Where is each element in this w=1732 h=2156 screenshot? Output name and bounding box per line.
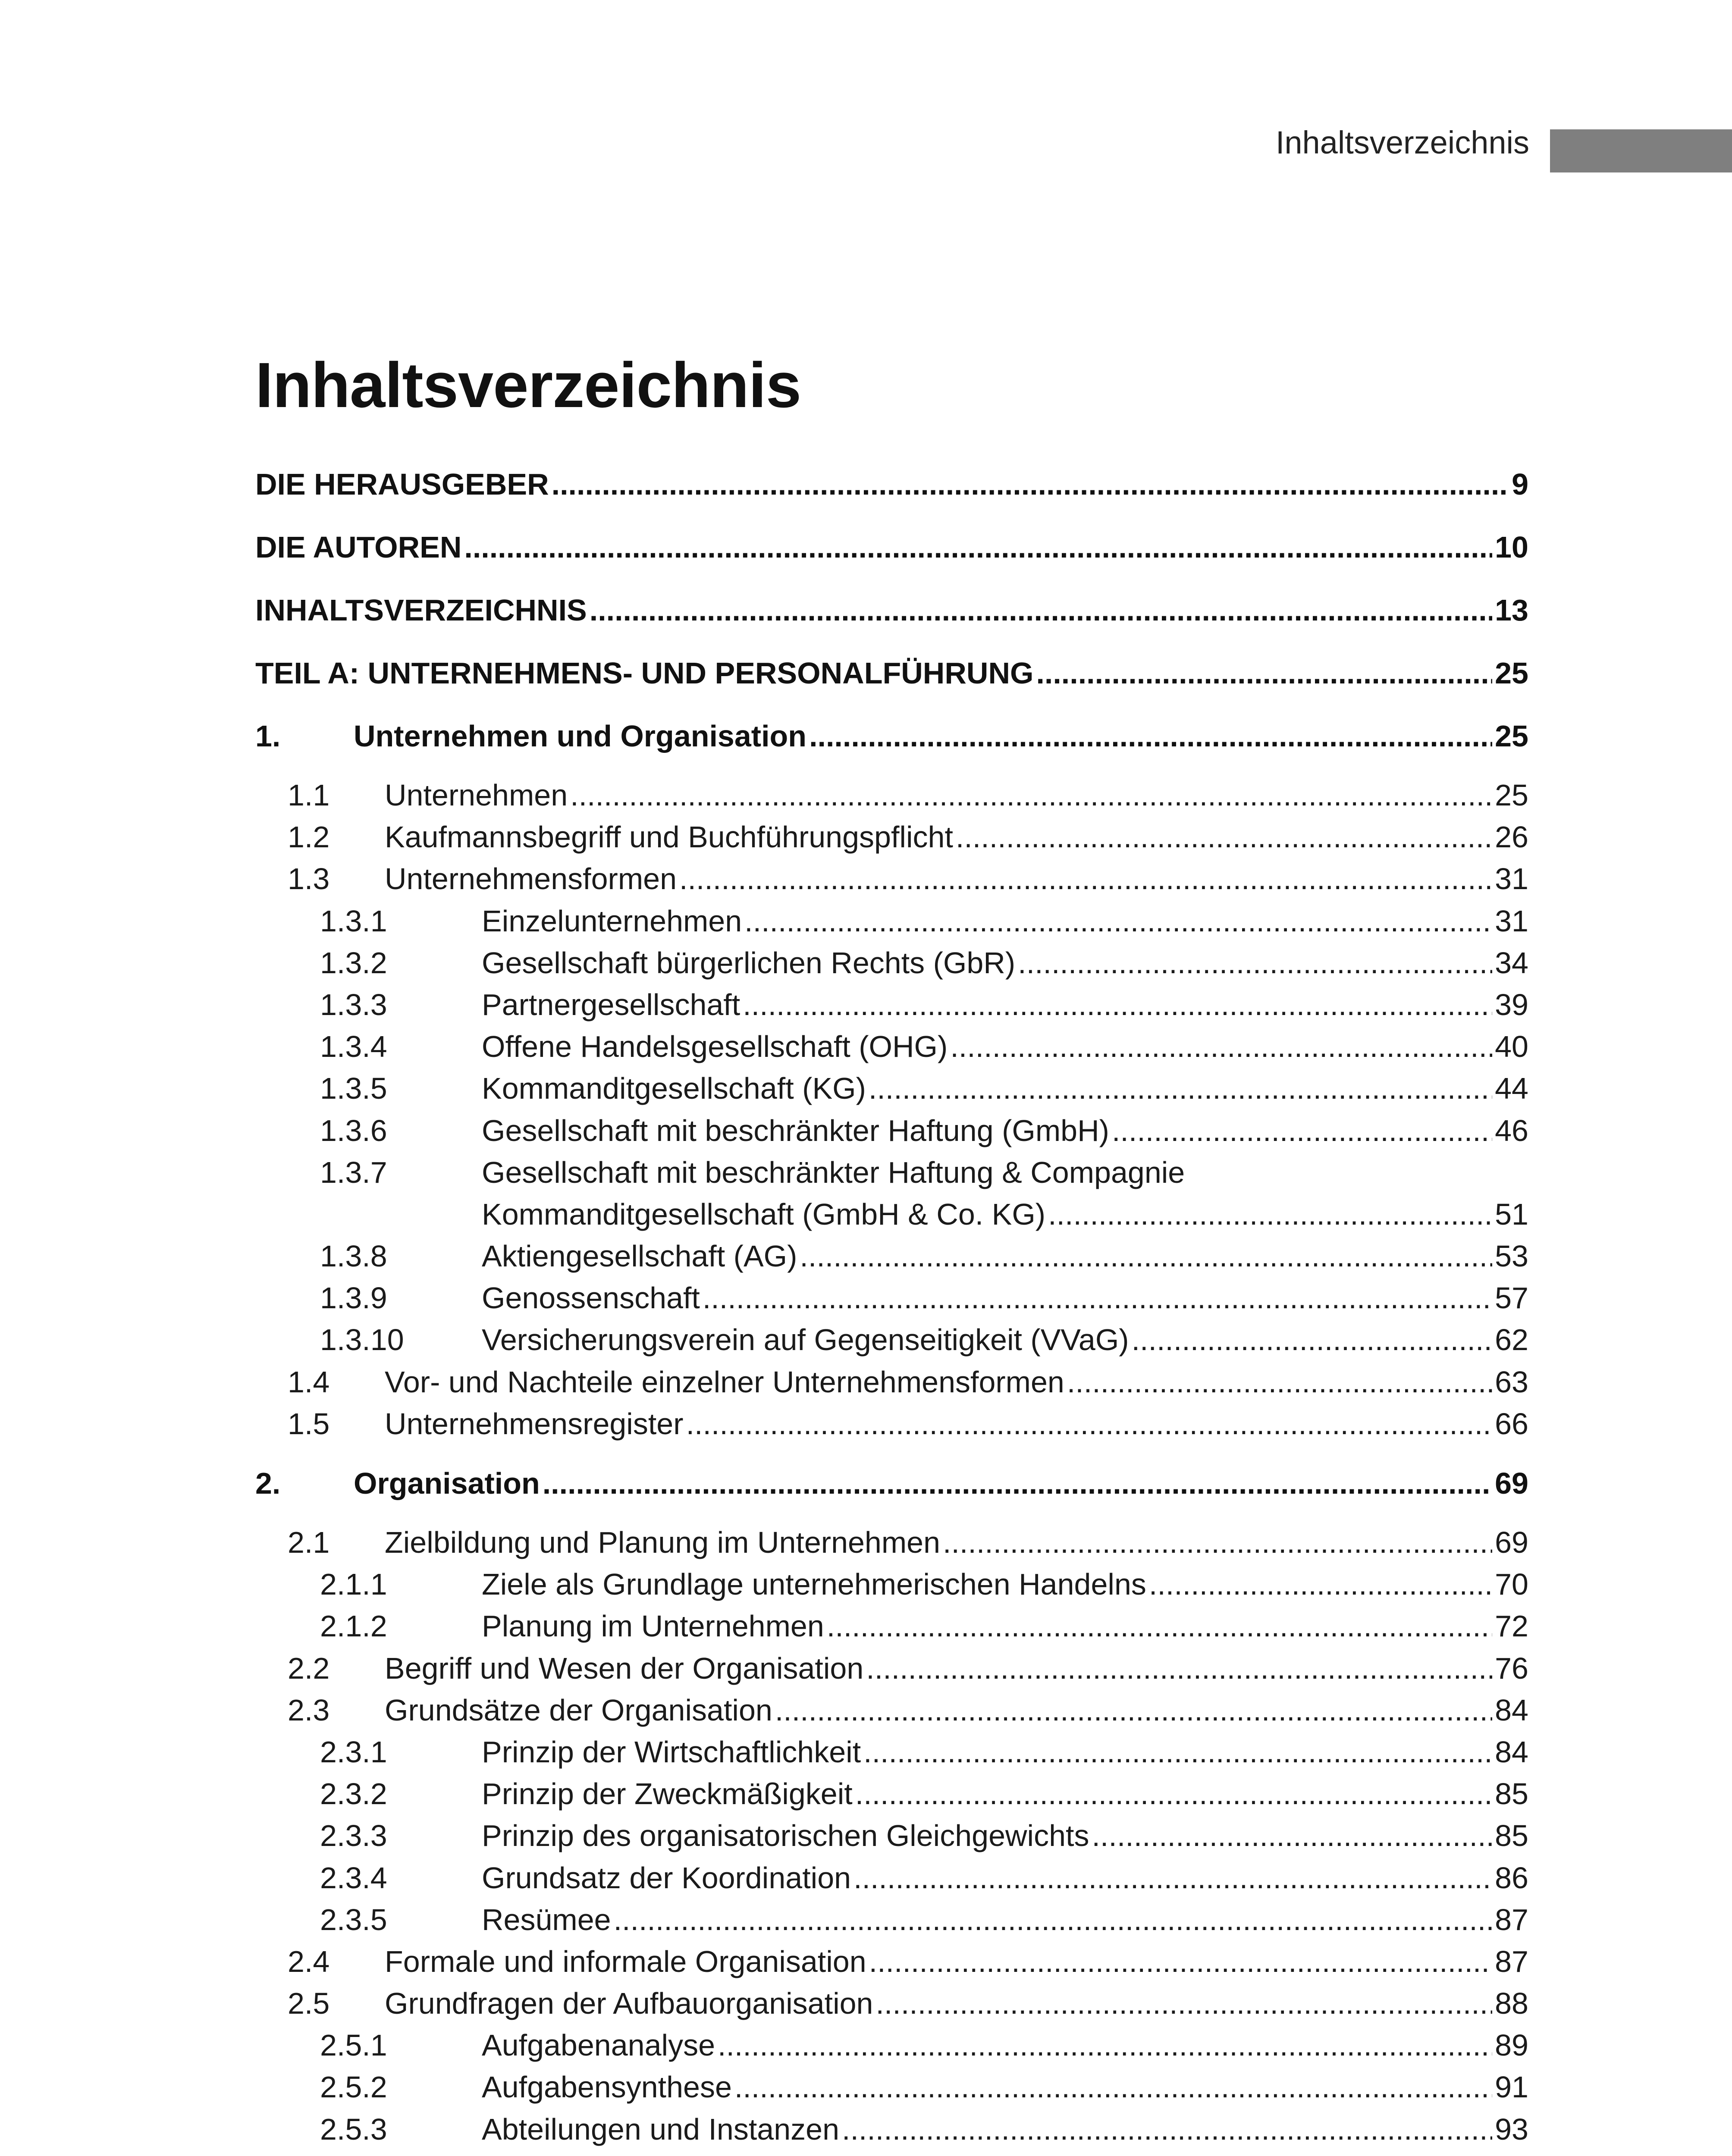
toc-entry-title: Genossenschaft	[482, 1281, 700, 1315]
page-title: Inhaltsverzeichnis	[255, 350, 801, 421]
toc-entry-number: 2.5	[288, 1987, 330, 2021]
toc-entry-number: 1.3.2	[320, 946, 387, 980]
toc-entry-number: 1.3.3	[320, 987, 387, 1022]
toc-entry-autoren[interactable]	[255, 516, 1528, 579]
toc-entry-title: Zielbildung und Planung im Unternehmen	[385, 1526, 941, 1559]
leader-dots	[552, 453, 1509, 516]
toc-entry-number: 1.5	[288, 1407, 330, 1441]
toc-entry-number: 2.3.5	[320, 1902, 387, 1937]
toc-entry-title: Ziele als Grundlage unternehmerischen Handelns	[482, 1567, 1146, 1601]
toc-entry-page: 72	[1495, 1609, 1528, 1643]
toc-entry-chapter-2[interactable]	[255, 1452, 1528, 1515]
toc-entry-1-3-2[interactable]	[255, 942, 1528, 984]
toc-entry-page: 51	[1495, 1197, 1528, 1231]
toc-entry-page: 26	[1495, 820, 1528, 854]
toc-entry-page: 57	[1495, 1281, 1528, 1315]
leader-dots	[718, 2024, 1492, 2066]
toc-entry-title: Einzelunternehmen	[482, 904, 742, 938]
toc-entry-1-3-7[interactable]	[255, 1152, 1528, 1194]
toc-entry-page: 87	[1495, 1902, 1528, 1937]
leader-dots	[800, 1235, 1492, 1277]
toc-entry-page: 84	[1495, 1735, 1528, 1769]
toc-entry-page: 62	[1495, 1323, 1528, 1357]
toc-entry-page: 10	[1495, 530, 1528, 564]
toc-entry-number: 2.3.1	[320, 1735, 387, 1769]
running-header: Inhaltsverzeichnis	[1275, 125, 1529, 160]
toc-entry-number: 1.3.5	[320, 1072, 387, 1106]
leader-dots	[869, 1941, 1492, 1983]
leader-dots	[464, 516, 1492, 579]
leader-dots	[866, 1648, 1492, 1689]
toc-entry-2-1-2[interactable]	[255, 1605, 1528, 1647]
leader-dots	[943, 1522, 1492, 1564]
toc-entry-number: 1.3.9	[320, 1281, 387, 1315]
toc-entry-title: Offene Handelsgesellschaft (OHG)	[482, 1030, 948, 1064]
toc-entry-title: Aktiengesellschaft (AG)	[482, 1239, 797, 1273]
toc-entry-page: 53	[1495, 1239, 1528, 1273]
leader-dots	[1092, 1815, 1492, 1857]
leader-dots	[543, 1452, 1492, 1515]
toc-entry-number: 2.3.4	[320, 1861, 387, 1895]
toc-entry-number: 2.5.2	[320, 2070, 387, 2104]
header-tab-bar	[1550, 129, 1732, 172]
toc-entry-title: Gesellschaft mit beschränkter Haftung & Compagnie	[482, 1155, 1185, 1189]
toc-entry-number: 1.3.6	[320, 1113, 387, 1147]
leader-dots	[1132, 1319, 1493, 1361]
toc-entry-title: Prinzip der Wirtschaftlichkeit	[482, 1735, 861, 1769]
toc-entry-page: 70	[1495, 1567, 1528, 1601]
toc-entry-number: 1.1	[288, 778, 330, 812]
toc-entry-1-3-3[interactable]	[255, 984, 1528, 1026]
toc-entry-number: 1.3	[288, 862, 330, 896]
toc-entry-title: TEIL A: UNTERNEHMENS- UND PERSONALFÜHRUNG	[255, 656, 1034, 690]
toc-entry-title: Aufgabenanalyse	[482, 2028, 715, 2062]
toc-entry-1-1[interactable]	[255, 774, 1528, 816]
toc-entry-number: 2.5.1	[320, 2028, 387, 2062]
toc-entry-number: 1.	[255, 719, 281, 753]
toc-entry-1-3-9[interactable]	[255, 1277, 1528, 1319]
leader-dots	[1112, 1110, 1492, 1152]
toc-entry-2-1[interactable]	[255, 1522, 1528, 1564]
toc-entry-title: Vor- und Nachteile einzelner Unternehmensformen	[385, 1365, 1064, 1399]
toc-entry-title: Prinzip der Zweckmäßigkeit	[482, 1777, 853, 1811]
toc-entry-2-5[interactable]	[255, 1983, 1528, 2024]
leader-dots	[1067, 1361, 1492, 1403]
toc-entry-title: Versicherungsverein auf Gegenseitigkeit (VVaG)	[482, 1323, 1129, 1357]
toc-entry-teil-a[interactable]	[255, 642, 1528, 705]
toc-entry-number: 2.3.2	[320, 1777, 387, 1811]
toc-entry-page: 44	[1495, 1072, 1528, 1106]
leader-dots	[950, 1026, 1492, 1068]
leader-dots	[686, 1403, 1493, 1445]
toc-entry-number: 2.1.1	[320, 1567, 387, 1601]
toc-entry-2-3-5[interactable]	[255, 1899, 1528, 1941]
toc-entry-page: 66	[1495, 1407, 1528, 1441]
toc-entry-2-3-1[interactable]	[255, 1731, 1528, 1773]
leader-dots	[570, 774, 1492, 816]
toc-entry-number: 2.1.2	[320, 1609, 387, 1643]
toc-entry-1-5[interactable]	[255, 1403, 1528, 1445]
toc-entry-title: Unternehmensformen	[385, 862, 677, 896]
toc-entry-1-3-5[interactable]	[255, 1068, 1528, 1109]
toc-entry-page: 91	[1495, 2070, 1528, 2104]
toc-entry-title: INHALTSVERZEICHNIS	[255, 593, 587, 627]
toc-entry-inhaltsverzeichnis[interactable]	[255, 579, 1528, 642]
leader-dots	[775, 1689, 1492, 1731]
toc-entry-2-5-2[interactable]	[255, 2066, 1528, 2108]
toc-entry-title: Grundfragen der Aufbauorganisation	[385, 1987, 873, 2021]
toc-entry-2-3-3[interactable]	[255, 1815, 1528, 1857]
toc-entry-page: 69	[1495, 1526, 1528, 1559]
toc-entry-1-3-8[interactable]	[255, 1235, 1528, 1277]
toc-entry-1-3-4[interactable]	[255, 1026, 1528, 1068]
toc-entry-page: 69	[1495, 1467, 1528, 1500]
leader-dots	[1018, 942, 1492, 984]
toc-entry-title: Prinzip des organisatorischen Gleichgewichts	[482, 1819, 1089, 1853]
table-of-contents	[255, 453, 1528, 2150]
toc-entry-title: Grundsätze der Organisation	[385, 1693, 772, 1727]
toc-entry-page: 85	[1495, 1819, 1528, 1853]
toc-entry-page: 46	[1495, 1113, 1528, 1147]
toc-entry-1-3-10[interactable]	[255, 1319, 1528, 1361]
toc-entry-page: 87	[1495, 1944, 1528, 1978]
toc-entry-2-5-1[interactable]	[255, 2024, 1528, 2066]
leader-dots	[853, 1857, 1492, 1899]
toc-entry-chapter-1[interactable]	[255, 705, 1528, 768]
toc-entry-page: 31	[1495, 904, 1528, 938]
leader-dots	[855, 1773, 1492, 1815]
toc-entry-2-4[interactable]	[255, 1941, 1528, 1983]
toc-entry-page: 25	[1495, 719, 1528, 753]
leader-dots	[703, 1277, 1492, 1319]
toc-entry-title: Organisation	[354, 1467, 540, 1500]
toc-entry-page: 63	[1495, 1365, 1528, 1399]
leader-dots	[863, 1731, 1492, 1773]
toc-entry-1-4[interactable]	[255, 1361, 1528, 1403]
toc-entry-number: 2.5.3	[320, 2112, 387, 2146]
toc-entry-title: Abteilungen und Instanzen	[482, 2112, 839, 2146]
toc-entry-number: 2.2	[288, 1651, 330, 1685]
toc-entry-number: 1.3.10	[320, 1323, 404, 1357]
toc-entry-1-3[interactable]	[255, 858, 1528, 900]
toc-entry-2-5-3[interactable]	[255, 2109, 1528, 2150]
toc-entry-number: 2.	[255, 1467, 281, 1500]
leader-dots	[743, 984, 1492, 1026]
leader-dots	[809, 705, 1492, 768]
leader-dots	[1048, 1194, 1492, 1235]
leader-dots	[590, 579, 1492, 642]
toc-entry-page: 34	[1495, 946, 1528, 980]
toc-entry-page: 13	[1495, 593, 1528, 627]
toc-entry-page: 76	[1495, 1651, 1528, 1685]
toc-entry-number: 2.4	[288, 1944, 330, 1978]
toc-entry-title: Resümee	[482, 1902, 611, 1937]
toc-entry-1-2[interactable]	[255, 816, 1528, 858]
toc-entry-title: Partnergesellschaft	[482, 987, 740, 1022]
toc-entry-title: Gesellschaft bürgerlichen Rechts (GbR)	[482, 946, 1016, 980]
toc-entry-1-3-1[interactable]	[255, 900, 1528, 942]
toc-entry-title: Unternehmensregister	[385, 1407, 684, 1441]
toc-entry-number: 1.3.4	[320, 1030, 387, 1064]
toc-entry-title: Gesellschaft mit beschränkter Haftung (GmbH)	[482, 1113, 1109, 1147]
toc-entry-title: DIE AUTOREN	[255, 530, 462, 564]
toc-entry-title: Kommanditgesellschaft (GmbH & Co. KG)	[482, 1197, 1046, 1231]
toc-entry-page: 39	[1495, 987, 1528, 1022]
leader-dots	[869, 1068, 1492, 1109]
leader-dots	[842, 2109, 1492, 2150]
toc-entry-title: Kommanditgesellschaft (KG)	[482, 1072, 866, 1106]
toc-entry-page: 85	[1495, 1777, 1528, 1811]
toc-entry-page: 40	[1495, 1030, 1528, 1064]
toc-entry-2-3-4[interactable]	[255, 1857, 1528, 1899]
toc-entry-1-3-7-continued[interactable]	[255, 1194, 1528, 1235]
toc-entry-title: Formale und informale Organisation	[385, 1944, 866, 1978]
leader-dots	[875, 1983, 1492, 2024]
toc-entry-1-3-6[interactable]	[255, 1110, 1528, 1152]
leader-dots	[956, 816, 1492, 858]
toc-entry-page: 93	[1495, 2112, 1528, 2146]
toc-entry-title: Kaufmannsbegriff und Buchführungspflicht	[385, 820, 953, 854]
toc-entry-title: Grundsatz der Koordination	[482, 1861, 851, 1895]
leader-dots	[734, 2066, 1492, 2108]
toc-entry-page: 25	[1495, 778, 1528, 812]
toc-entry-number: 1.3.7	[320, 1155, 387, 1189]
toc-entry-title: Aufgabensynthese	[482, 2070, 732, 2104]
toc-entry-number: 1.4	[288, 1365, 330, 1399]
toc-entry-number: 1.2	[288, 820, 330, 854]
toc-entry-title: Planung im Unternehmen	[482, 1609, 824, 1643]
toc-entry-page: 31	[1495, 862, 1528, 896]
toc-entry-title: DIE HERAUSGEBER	[255, 467, 549, 501]
toc-entry-page: 84	[1495, 1693, 1528, 1727]
toc-entry-number: 2.3.3	[320, 1819, 387, 1853]
toc-entry-number: 1.3.1	[320, 904, 387, 938]
leader-dots	[1036, 642, 1492, 705]
leader-dots	[744, 900, 1492, 942]
leader-dots	[614, 1899, 1493, 1941]
toc-entry-2-3[interactable]	[255, 1689, 1528, 1731]
leader-dots	[827, 1605, 1492, 1647]
toc-entry-number: 2.3	[288, 1693, 330, 1727]
toc-entry-title: Begriff und Wesen der Organisation	[385, 1651, 864, 1685]
toc-entry-page: 88	[1495, 1987, 1528, 2021]
toc-entry-number: 2.1	[288, 1526, 330, 1559]
toc-entry-page: 25	[1495, 656, 1528, 690]
toc-entry-page: 89	[1495, 2028, 1528, 2062]
toc-entry-2-1-1[interactable]	[255, 1564, 1528, 1605]
leader-dots	[1149, 1564, 1492, 1605]
leader-dots	[679, 858, 1492, 900]
toc-entry-page: 9	[1512, 467, 1528, 501]
toc-entry-herausgeber[interactable]	[255, 453, 1528, 516]
toc-entry-2-3-2[interactable]	[255, 1773, 1528, 1815]
toc-entry-title: Unternehmen und Organisation	[354, 719, 807, 753]
toc-entry-2-2[interactable]	[255, 1648, 1528, 1689]
toc-entry-title: Unternehmen	[385, 778, 568, 812]
toc-entry-page: 86	[1495, 1861, 1528, 1895]
toc-entry-number: 1.3.8	[320, 1239, 387, 1273]
